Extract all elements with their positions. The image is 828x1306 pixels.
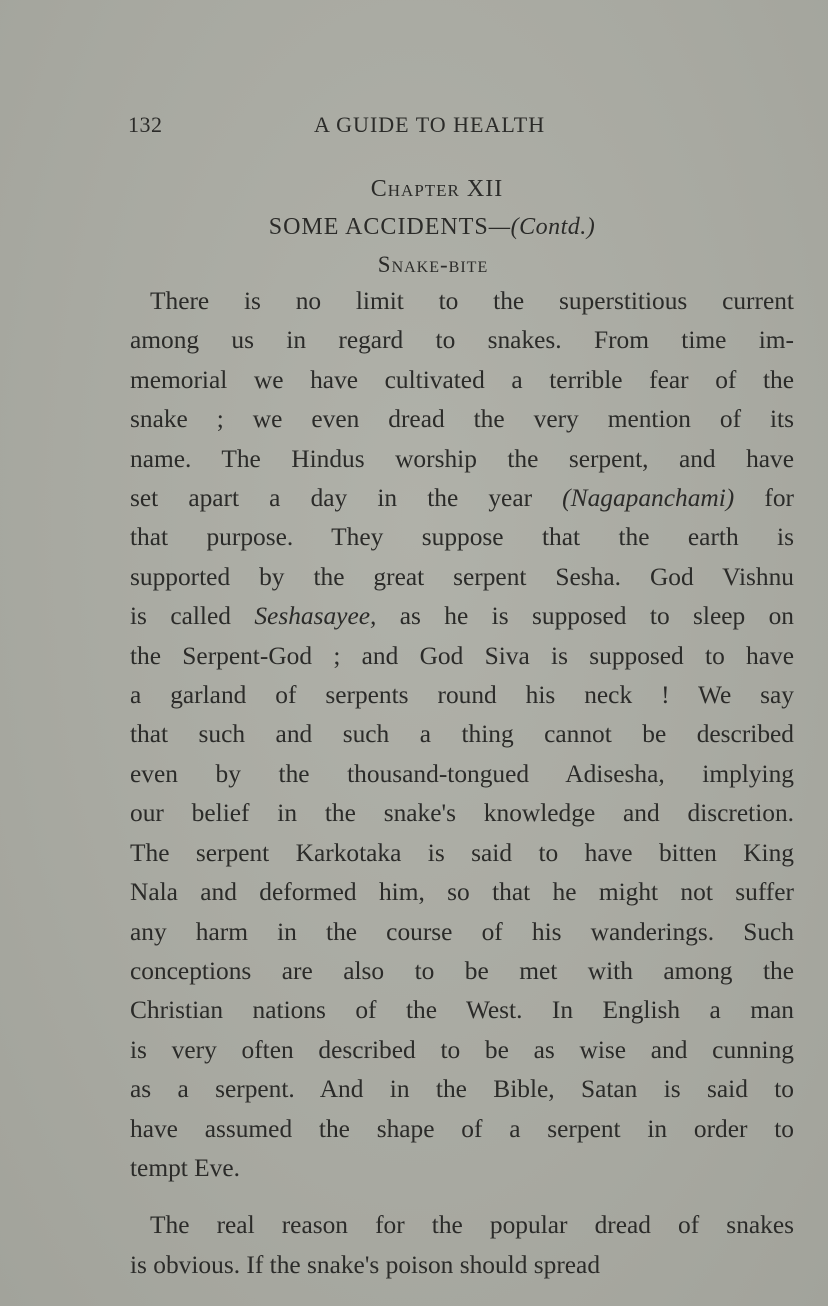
running-head <box>128 112 708 142</box>
text-segment: The serpent Karkotaka is said to have bitten King <box>130 838 794 867</box>
text-segment: Christian nations of the West. In English a man <box>130 996 794 1025</box>
chapter-subtitle: Snake-bite <box>377 252 489 277</box>
italic-term: (Nagapanchami) <box>562 484 735 513</box>
text-segment: as a serpent. And in the Bible, Satan is said to <box>130 1075 794 1104</box>
text-segment: have assumed the shape of a serpent in order to <box>130 1114 794 1143</box>
text-line <box>130 1149 794 1188</box>
text-line <box>130 715 794 754</box>
text-line <box>130 676 794 715</box>
text-segment: that purpose. They suppose that the earth is <box>130 523 794 552</box>
text-segment: memorial we have cultivated a terrible fear of the <box>130 365 794 394</box>
text-segment: name. The Hindus worship the serpent, and have <box>130 444 794 473</box>
text-line <box>130 597 794 636</box>
text-segment: snake ; we even dread the very mention of its <box>130 405 794 434</box>
text-line <box>130 282 794 321</box>
text-line <box>130 440 794 479</box>
text-line <box>130 1206 794 1245</box>
text-line <box>130 518 794 557</box>
text-line <box>130 321 794 360</box>
text-line <box>130 1070 794 1109</box>
text-line <box>130 873 794 912</box>
paragraph <box>130 282 794 1188</box>
text-segment: a garland of serpents round his neck ! We say <box>130 681 794 710</box>
text-segment: is called <box>130 602 255 631</box>
chapter-heading <box>0 170 828 284</box>
text-line <box>130 794 794 833</box>
text-line <box>130 1246 794 1285</box>
text-segment: conceptions are also to be met with among the <box>130 956 794 985</box>
text-line <box>130 952 794 991</box>
text-segment: Nala and deformed him, so that he might not suffer <box>130 878 794 907</box>
text-line <box>130 755 794 794</box>
text-segment: our belief in the snake's knowledge and discretion. <box>130 799 794 828</box>
text-segment: that such and such a thing cannot be described <box>130 720 794 749</box>
text-segment: There is no limit to the superstitious current <box>150 287 794 315</box>
text-segment: any harm in the course of his wanderings. Such <box>130 917 794 946</box>
text-segment: is very often described to be as wise and cunning <box>130 1035 794 1064</box>
text-line <box>130 1110 794 1149</box>
italic-term: Seshasayee, <box>254 602 377 631</box>
text-segment: the Serpent-God ; and God Siva is supposed to have <box>130 641 794 670</box>
text-line <box>130 479 794 518</box>
text-segment: as he is supposed to sleep on <box>376 602 794 631</box>
text-segment: for <box>734 484 794 513</box>
text-segment: is obvious. If the snake's poison should spread <box>130 1250 601 1279</box>
text-line <box>130 1031 794 1070</box>
text-segment: The real reason for the popular dread of snakes <box>150 1211 794 1240</box>
text-line <box>130 637 794 676</box>
text-segment: among us in regard to snakes. From time im- <box>130 326 794 355</box>
text-line <box>130 361 794 400</box>
text-line <box>130 913 794 952</box>
chapter-title-suffix: —(Contd.) <box>488 214 596 240</box>
text-segment: supported by the great serpent Sesha. God Vishnu <box>130 562 794 591</box>
chapter-title <box>0 208 828 246</box>
text-line <box>130 834 794 873</box>
text-line <box>130 991 794 1030</box>
running-title: A GUIDE TO HEALTH <box>314 112 546 137</box>
chapter-title-text: SOME ACCIDENTS <box>268 214 489 240</box>
page-number: 132 <box>128 112 163 137</box>
text-segment: set apart a day in the year <box>130 484 563 513</box>
body-text <box>130 282 794 1285</box>
paragraph <box>130 1206 794 1285</box>
text-segment: tempt Eve. <box>130 1153 240 1182</box>
text-line <box>130 400 794 439</box>
text-segment: even by the thousand-tongued Adisesha, implying <box>130 759 794 788</box>
paragraph-gap <box>130 1188 794 1206</box>
chapter-number: Chapter XII <box>370 176 504 202</box>
text-line <box>130 558 794 597</box>
